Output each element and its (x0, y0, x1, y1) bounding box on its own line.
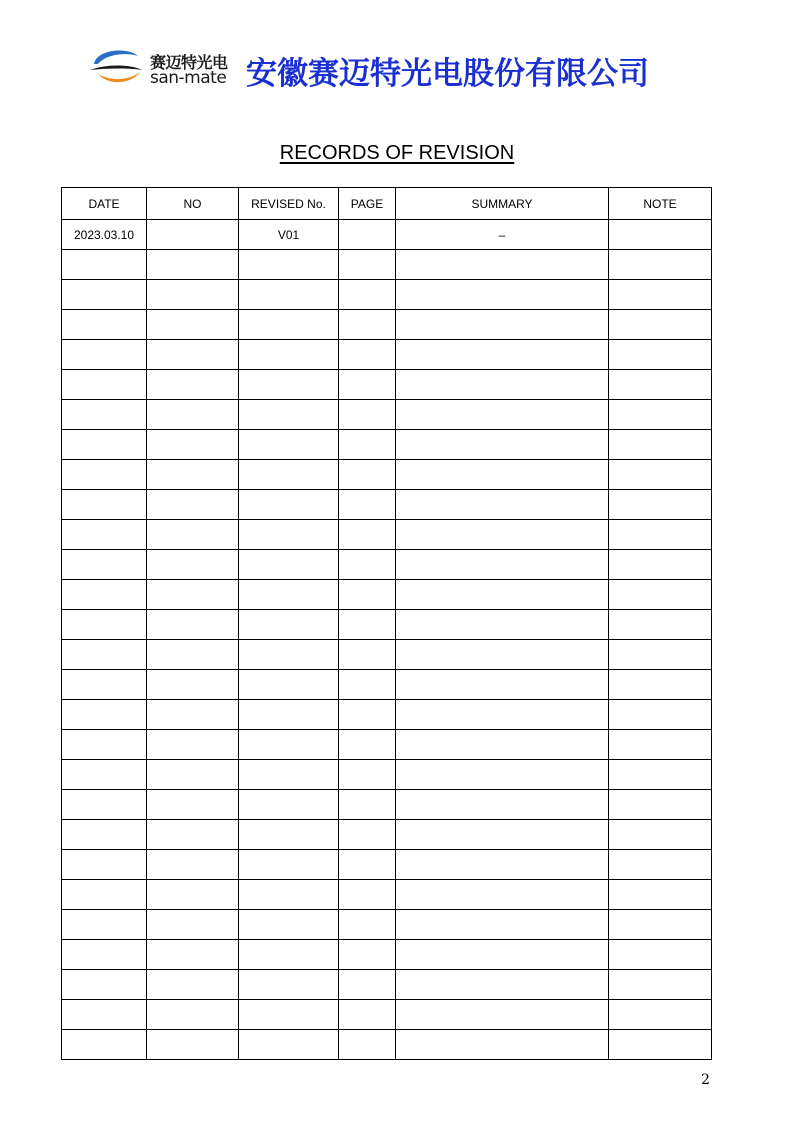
cell-page (339, 310, 396, 340)
cell-note (609, 760, 712, 790)
cell-page (339, 700, 396, 730)
cell-note (609, 940, 712, 970)
table-row (62, 490, 712, 520)
cell-page (339, 250, 396, 280)
cell-no (147, 400, 239, 430)
cell-revised-no (239, 250, 339, 280)
cell-revised-no (239, 550, 339, 580)
cell-summary (396, 490, 609, 520)
cell-date (62, 310, 147, 340)
cell-note (609, 250, 712, 280)
cell-note (609, 400, 712, 430)
cell-note (609, 460, 712, 490)
cell-page (339, 280, 396, 310)
cell-no (147, 910, 239, 940)
cell-summary (396, 970, 609, 1000)
cell-date (62, 520, 147, 550)
cell-no (147, 250, 239, 280)
cell-note (609, 280, 712, 310)
cell-date (62, 940, 147, 970)
cell-date (62, 250, 147, 280)
cell-revised-no (239, 400, 339, 430)
revision-table-body (62, 220, 712, 1060)
table-row (62, 790, 712, 820)
cell-no (147, 460, 239, 490)
cell-page (339, 1000, 396, 1030)
cell-note (609, 670, 712, 700)
cell-summary (396, 580, 609, 610)
cell-date (62, 880, 147, 910)
cell-revised-no (239, 640, 339, 670)
cell-revised-no (239, 1030, 339, 1060)
cell-date: 2023.03.10 (62, 220, 147, 250)
cell-summary (396, 940, 609, 970)
cell-page (339, 940, 396, 970)
cell-page (339, 820, 396, 850)
cell-page (339, 670, 396, 700)
cell-date (62, 730, 147, 760)
table-row (62, 250, 712, 280)
cell-no (147, 700, 239, 730)
cell-page (339, 520, 396, 550)
cell-page (339, 370, 396, 400)
cell-revised-no (239, 700, 339, 730)
cell-page (339, 610, 396, 640)
cell-no (147, 640, 239, 670)
cell-note (609, 220, 712, 250)
cell-summary (396, 760, 609, 790)
cell-summary (396, 430, 609, 460)
col-header-no: NO (147, 188, 239, 220)
cell-no (147, 340, 239, 370)
cell-summary (396, 790, 609, 820)
cell-note (609, 700, 712, 730)
cell-date (62, 670, 147, 700)
document-title: RECORDS OF REVISION (279, 142, 515, 164)
cell-page (339, 550, 396, 580)
logo-chinese-text: 赛迈特光电 (150, 53, 228, 72)
cell-note (609, 850, 712, 880)
cell-no (147, 610, 239, 640)
cell-page (339, 640, 396, 670)
cell-revised-no (239, 1000, 339, 1030)
cell-summary (396, 460, 609, 490)
cell-page (339, 1030, 396, 1060)
table-row (62, 820, 712, 850)
table-row (62, 1030, 712, 1060)
table-row (62, 460, 712, 490)
cell-date (62, 820, 147, 850)
table-row (62, 760, 712, 790)
cell-revised-no: V01 (239, 220, 339, 250)
cell-page (339, 430, 396, 460)
cell-revised-no (239, 520, 339, 550)
cell-summary (396, 340, 609, 370)
cell-date (62, 280, 147, 310)
logo-english-text: san-mate (150, 68, 227, 88)
cell-note (609, 370, 712, 400)
cell-date (62, 1000, 147, 1030)
cell-no (147, 310, 239, 340)
cell-revised-no (239, 490, 339, 520)
cell-note (609, 640, 712, 670)
cell-no (147, 280, 239, 310)
table-row (62, 220, 712, 250)
cell-note (609, 730, 712, 760)
cell-no (147, 850, 239, 880)
cell-date (62, 400, 147, 430)
cell-note (609, 790, 712, 820)
cell-page (339, 490, 396, 520)
cell-summary (396, 250, 609, 280)
cell-revised-no (239, 940, 339, 970)
cell-summary (396, 520, 609, 550)
cell-revised-no (239, 370, 339, 400)
cell-page (339, 730, 396, 760)
cell-summary (396, 1030, 609, 1060)
cell-date (62, 790, 147, 820)
cell-date (62, 850, 147, 880)
cell-note (609, 520, 712, 550)
cell-no (147, 580, 239, 610)
cell-summary (396, 550, 609, 580)
table-header-row (62, 188, 712, 220)
cell-revised-no (239, 340, 339, 370)
cell-date (62, 460, 147, 490)
cell-note (609, 820, 712, 850)
cell-page (339, 910, 396, 940)
cell-revised-no (239, 910, 339, 940)
cell-summary (396, 1000, 609, 1030)
cell-date (62, 490, 147, 520)
logo-swoosh-icon (86, 44, 146, 88)
table-row (62, 430, 712, 460)
page-header (86, 40, 726, 92)
cell-note (609, 550, 712, 580)
cell-summary: – (396, 220, 609, 250)
table-row (62, 700, 712, 730)
table-row (62, 610, 712, 640)
cell-summary (396, 910, 609, 940)
cell-note (609, 490, 712, 520)
cell-page (339, 880, 396, 910)
cell-summary (396, 610, 609, 640)
cell-no (147, 370, 239, 400)
cell-no (147, 220, 239, 250)
page-number: 2 (701, 1072, 710, 1088)
cell-date (62, 580, 147, 610)
cell-date (62, 430, 147, 460)
cell-no (147, 1030, 239, 1060)
table-row (62, 880, 712, 910)
cell-no (147, 730, 239, 760)
cell-revised-no (239, 880, 339, 910)
table-row (62, 730, 712, 760)
cell-revised-no (239, 850, 339, 880)
cell-no (147, 970, 239, 1000)
table-row (62, 370, 712, 400)
table-row (62, 970, 712, 1000)
cell-page (339, 970, 396, 1000)
table-row (62, 850, 712, 880)
cell-date (62, 610, 147, 640)
cell-summary (396, 820, 609, 850)
cell-summary (396, 670, 609, 700)
cell-note (609, 970, 712, 1000)
col-header-date: DATE (62, 188, 147, 220)
cell-summary (396, 730, 609, 760)
cell-date (62, 370, 147, 400)
cell-note (609, 910, 712, 940)
cell-summary (396, 700, 609, 730)
col-header-revised-no: REVISED No. (239, 188, 339, 220)
cell-revised-no (239, 280, 339, 310)
cell-date (62, 340, 147, 370)
cell-date (62, 970, 147, 1000)
cell-revised-no (239, 730, 339, 760)
cell-note (609, 340, 712, 370)
cell-summary (396, 880, 609, 910)
cell-page (339, 760, 396, 790)
table-row (62, 670, 712, 700)
col-header-summary: SUMMARY (396, 188, 609, 220)
cell-no (147, 790, 239, 820)
col-header-page: PAGE (339, 188, 396, 220)
table-row (62, 520, 712, 550)
cell-summary (396, 640, 609, 670)
cell-revised-no (239, 460, 339, 490)
cell-revised-no (239, 430, 339, 460)
cell-note (609, 430, 712, 460)
cell-summary (396, 370, 609, 400)
cell-revised-no (239, 790, 339, 820)
table-row (62, 940, 712, 970)
revision-table (61, 187, 712, 1060)
table-row (62, 340, 712, 370)
cell-revised-no (239, 670, 339, 700)
cell-no (147, 550, 239, 580)
cell-page (339, 460, 396, 490)
cell-note (609, 880, 712, 910)
cell-note (609, 580, 712, 610)
cell-no (147, 670, 239, 700)
table-row (62, 640, 712, 670)
cell-page (339, 790, 396, 820)
cell-date (62, 1030, 147, 1060)
col-header-note: NOTE (609, 188, 712, 220)
company-name: 安徽赛迈特光电股份有限公司 (246, 56, 649, 92)
table-row (62, 910, 712, 940)
cell-no (147, 430, 239, 460)
table-row (62, 310, 712, 340)
cell-summary (396, 280, 609, 310)
cell-date (62, 550, 147, 580)
table-row (62, 580, 712, 610)
cell-revised-no (239, 970, 339, 1000)
company-logo (86, 44, 240, 92)
cell-note (609, 310, 712, 340)
cell-revised-no (239, 580, 339, 610)
cell-summary (396, 310, 609, 340)
table-row (62, 550, 712, 580)
cell-page (339, 340, 396, 370)
table-row (62, 1000, 712, 1030)
cell-no (147, 880, 239, 910)
cell-page (339, 850, 396, 880)
cell-note (609, 610, 712, 640)
cell-summary (396, 850, 609, 880)
cell-no (147, 820, 239, 850)
cell-summary (396, 400, 609, 430)
table-row (62, 280, 712, 310)
cell-no (147, 520, 239, 550)
cell-no (147, 940, 239, 970)
cell-date (62, 760, 147, 790)
cell-revised-no (239, 610, 339, 640)
cell-page (339, 220, 396, 250)
cell-note (609, 1030, 712, 1060)
cell-page (339, 400, 396, 430)
cell-page (339, 580, 396, 610)
cell-no (147, 760, 239, 790)
table-row (62, 400, 712, 430)
cell-date (62, 700, 147, 730)
cell-revised-no (239, 820, 339, 850)
cell-revised-no (239, 310, 339, 340)
cell-date (62, 910, 147, 940)
cell-no (147, 490, 239, 520)
cell-date (62, 640, 147, 670)
cell-no (147, 1000, 239, 1030)
cell-revised-no (239, 760, 339, 790)
cell-note (609, 1000, 712, 1030)
